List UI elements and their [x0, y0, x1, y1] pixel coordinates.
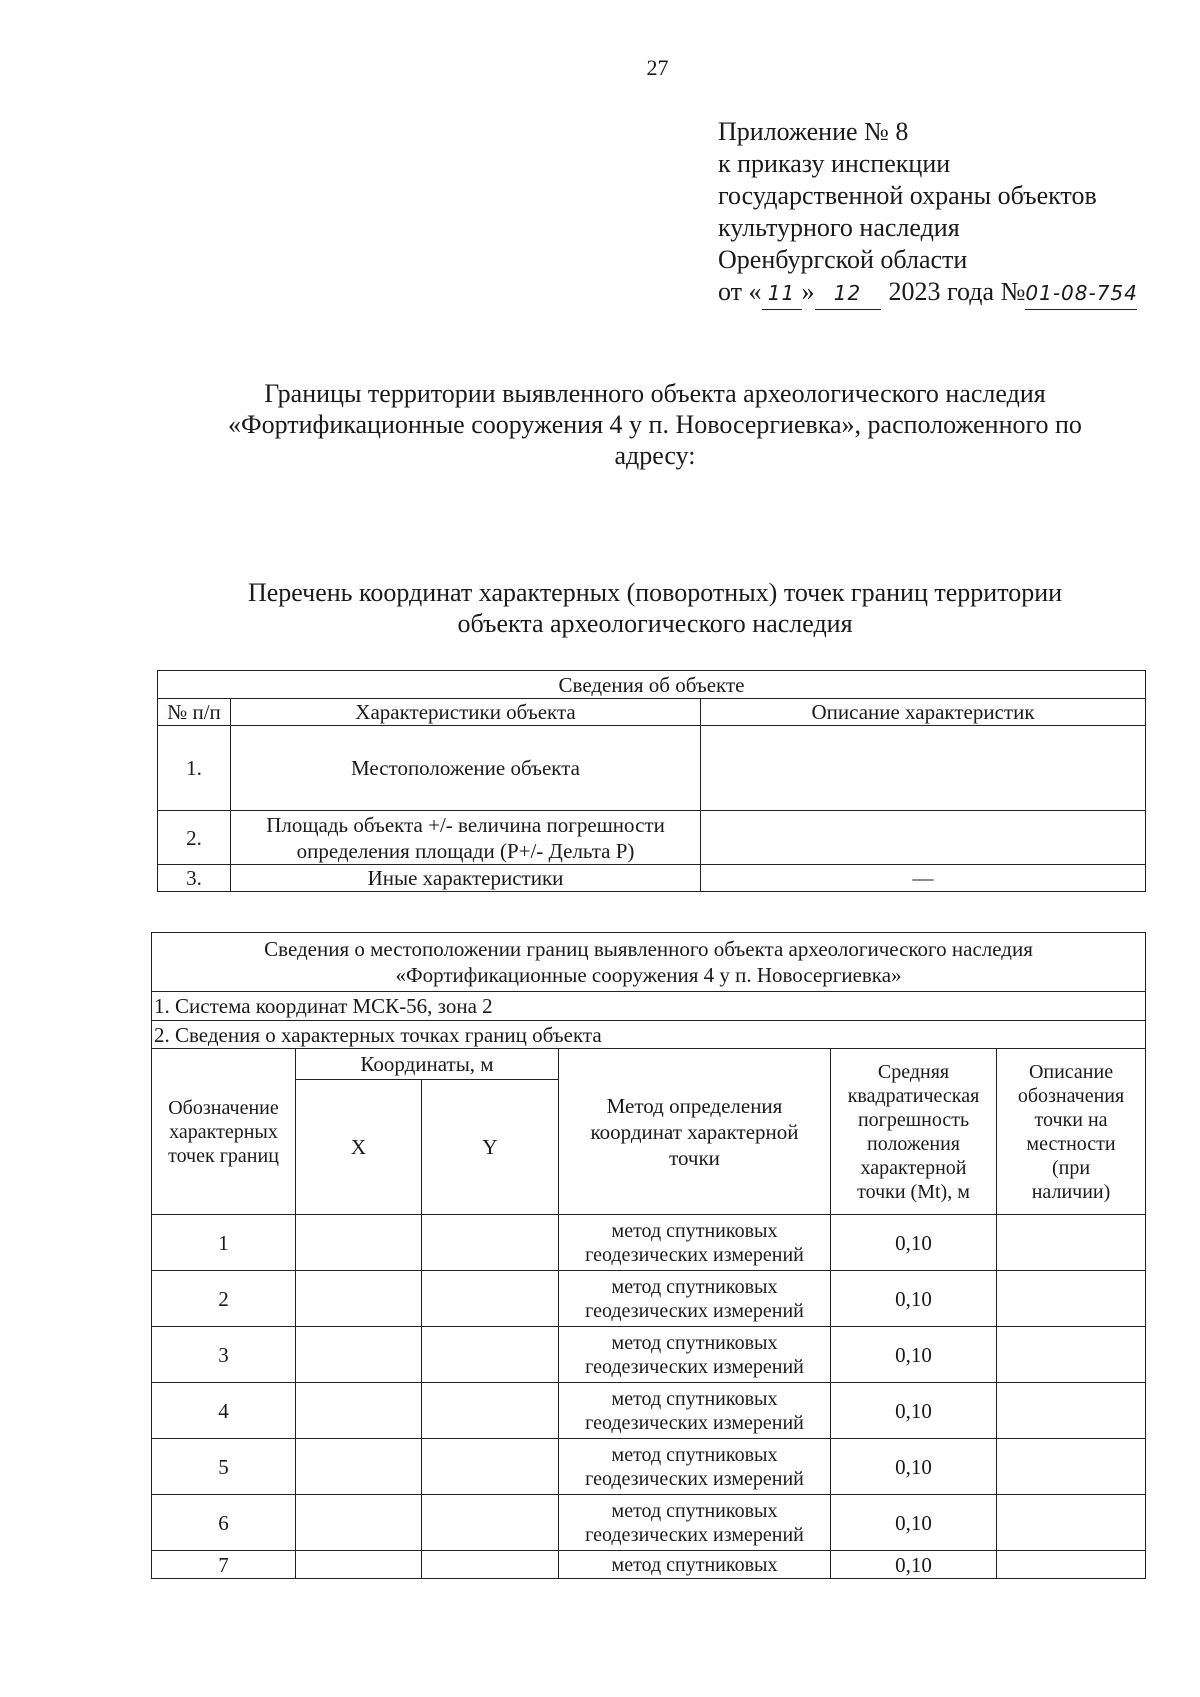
- title-line: адресу:: [614, 441, 696, 470]
- x-value: [296, 1495, 422, 1551]
- coordinates-header: Координаты, м: [296, 1049, 559, 1080]
- y-value: [422, 1271, 559, 1327]
- row-number: 1.: [158, 726, 231, 811]
- y-value: [422, 1439, 559, 1495]
- header-line: Метод определения: [606, 1093, 783, 1118]
- characteristic-description: —: [701, 865, 1146, 892]
- date-separator: »: [801, 277, 815, 306]
- row-number: 3.: [158, 865, 231, 892]
- title-line: Границы территории выявленного объекта археологического наследия: [264, 379, 1046, 408]
- point-description: [997, 1383, 1146, 1439]
- subtitle-line: объекта археологического наследия: [457, 609, 853, 638]
- point-number: 6: [152, 1495, 296, 1551]
- table-row: [152, 1439, 1146, 1495]
- points-section-title: 2. Сведения о характерных точках границ объекта: [152, 1021, 1146, 1049]
- method-cell: [559, 1215, 831, 1271]
- header-line: точки (Mt), м: [857, 1180, 970, 1203]
- characteristic-name-line: определения площади (P+/- Дельта P): [296, 838, 635, 863]
- error-header: [831, 1049, 997, 1215]
- method-line: геодезических измерений: [585, 1243, 804, 1266]
- appendix-line: Оренбургской области: [718, 245, 968, 274]
- header-line: (при: [1051, 1156, 1091, 1179]
- designation-header: [152, 1049, 296, 1215]
- x-value: [296, 1551, 422, 1579]
- header-line: наличии): [1031, 1180, 1111, 1203]
- header-line: Средняя: [877, 1060, 950, 1083]
- error-value: 0,10: [831, 1271, 997, 1327]
- header-line: Обозначение: [168, 1096, 279, 1119]
- y-value: [422, 1551, 559, 1579]
- page-number: 27: [646, 55, 669, 80]
- method-line: метод спутниковых: [611, 1499, 778, 1522]
- error-value: 0,10: [831, 1383, 997, 1439]
- column-header: Характеристики объекта: [231, 699, 701, 726]
- point-description: [997, 1495, 1146, 1551]
- header-line: Описание: [1028, 1060, 1114, 1083]
- x-value: [296, 1327, 422, 1383]
- method-header: [559, 1049, 831, 1215]
- y-value: [422, 1327, 559, 1383]
- point-number: 5: [152, 1439, 296, 1495]
- document-title: [160, 378, 1150, 471]
- characteristic-name: Местоположение объекта: [231, 726, 701, 811]
- table-row: [152, 1271, 1146, 1327]
- method-line: метод спутниковых: [611, 1275, 778, 1298]
- location-header-line: Сведения о местоположении границ выявленного объекта археологического наследия: [264, 937, 1033, 961]
- appendix-block: [718, 116, 1137, 310]
- order-month: 12: [815, 277, 881, 310]
- error-value: 0,10: [831, 1439, 997, 1495]
- point-number: 3: [152, 1327, 296, 1383]
- table-row: [152, 1551, 1146, 1579]
- table-row: [152, 1383, 1146, 1439]
- header-line: обозначения: [1017, 1084, 1125, 1107]
- method-cell: [559, 1439, 831, 1495]
- header-line: квадратическая: [847, 1084, 980, 1107]
- error-value: 0,10: [831, 1327, 997, 1383]
- y-value: [422, 1215, 559, 1271]
- method-line: метод спутниковых: [611, 1443, 778, 1466]
- point-description: [997, 1551, 1146, 1579]
- header-line: положения: [867, 1132, 960, 1155]
- subtitle-line: Перечень координат характерных (поворотных) точек границ территории: [247, 578, 1063, 607]
- appendix-line: государственной охраны объектов: [718, 181, 1097, 210]
- description-header: [997, 1049, 1146, 1215]
- appendix-line: культурного наследия: [718, 213, 960, 242]
- table-row: [152, 1215, 1146, 1271]
- header-line: точки на: [1034, 1108, 1108, 1131]
- y-value: [422, 1495, 559, 1551]
- point-number: 2: [152, 1271, 296, 1327]
- point-number: 1: [152, 1215, 296, 1271]
- method-line: геодезических измерений: [585, 1299, 804, 1322]
- method-line: геодезических измерений: [585, 1355, 804, 1378]
- location-table-header: [152, 933, 1146, 992]
- point-description: [997, 1271, 1146, 1327]
- point-description: [997, 1215, 1146, 1271]
- characteristic-description: [701, 811, 1146, 865]
- method-line: геодезических измерений: [585, 1467, 804, 1490]
- method-cell: [559, 1551, 831, 1579]
- location-table: [151, 932, 1146, 1579]
- point-description: [997, 1327, 1146, 1383]
- object-table-header: Сведения об объекте: [158, 671, 1146, 699]
- row-number: 2.: [158, 811, 231, 865]
- method-line: метод спутниковых: [611, 1219, 778, 1242]
- appendix-line: Приложение № 8: [718, 117, 909, 146]
- column-header: Описание характеристик: [701, 699, 1146, 726]
- order-number: 01-08-754: [1025, 277, 1137, 310]
- error-value: 0,10: [831, 1495, 997, 1551]
- method-line: метод спутниковых: [611, 1553, 778, 1576]
- characteristic-name: Иные характеристики: [231, 865, 701, 892]
- order-date-line: [718, 276, 1137, 310]
- date-prefix: от «: [718, 277, 762, 306]
- object-info-table: [157, 670, 1146, 892]
- x-value: [296, 1439, 422, 1495]
- x-header: X: [296, 1080, 422, 1215]
- error-value: 0,10: [831, 1551, 997, 1579]
- order-year: 2023 года №: [888, 277, 1026, 306]
- header-line: точек границ: [168, 1144, 279, 1167]
- point-description: [997, 1439, 1146, 1495]
- header-line: характерной: [860, 1156, 967, 1179]
- header-line: характерных: [169, 1120, 278, 1143]
- point-number: 4: [152, 1383, 296, 1439]
- header-line: координат характерной: [590, 1119, 799, 1144]
- table-row: [152, 1495, 1146, 1551]
- table-row: [152, 1327, 1146, 1383]
- characteristic-description: [701, 726, 1146, 811]
- location-header-line: «Фортификационные сооружения 4 у п. Новосергиевка»: [395, 963, 902, 987]
- method-cell: [559, 1271, 831, 1327]
- method-line: метод спутниковых: [611, 1387, 778, 1410]
- appendix-line: к приказу инспекции: [718, 149, 951, 178]
- method-line: геодезических измерений: [585, 1411, 804, 1434]
- characteristic-name-line: Площадь объекта +/- величина погрешности: [266, 812, 665, 837]
- coordinate-system: 1. Система координат МСК-56, зона 2: [152, 992, 1146, 1021]
- title-line: «Фортификационные сооружения 4 у п. Новосергиевка», расположенного по: [228, 410, 1082, 439]
- order-day: 11: [762, 277, 802, 310]
- method-line: геодезических измерений: [585, 1523, 804, 1546]
- x-value: [296, 1383, 422, 1439]
- method-cell: [559, 1383, 831, 1439]
- column-header: № п/п: [158, 699, 231, 726]
- x-value: [296, 1271, 422, 1327]
- y-header: Y: [422, 1080, 559, 1215]
- x-value: [296, 1215, 422, 1271]
- coordinates-list-title: [160, 577, 1150, 639]
- point-number: 7: [152, 1551, 296, 1579]
- header-line: погрешность: [857, 1108, 970, 1131]
- error-value: 0,10: [831, 1215, 997, 1271]
- characteristic-name: [231, 811, 701, 865]
- method-cell: [559, 1495, 831, 1551]
- header-line: точки: [669, 1145, 720, 1170]
- method-cell: [559, 1327, 831, 1383]
- method-line: метод спутниковых: [611, 1331, 778, 1354]
- header-line: местности: [1026, 1132, 1116, 1155]
- y-value: [422, 1383, 559, 1439]
